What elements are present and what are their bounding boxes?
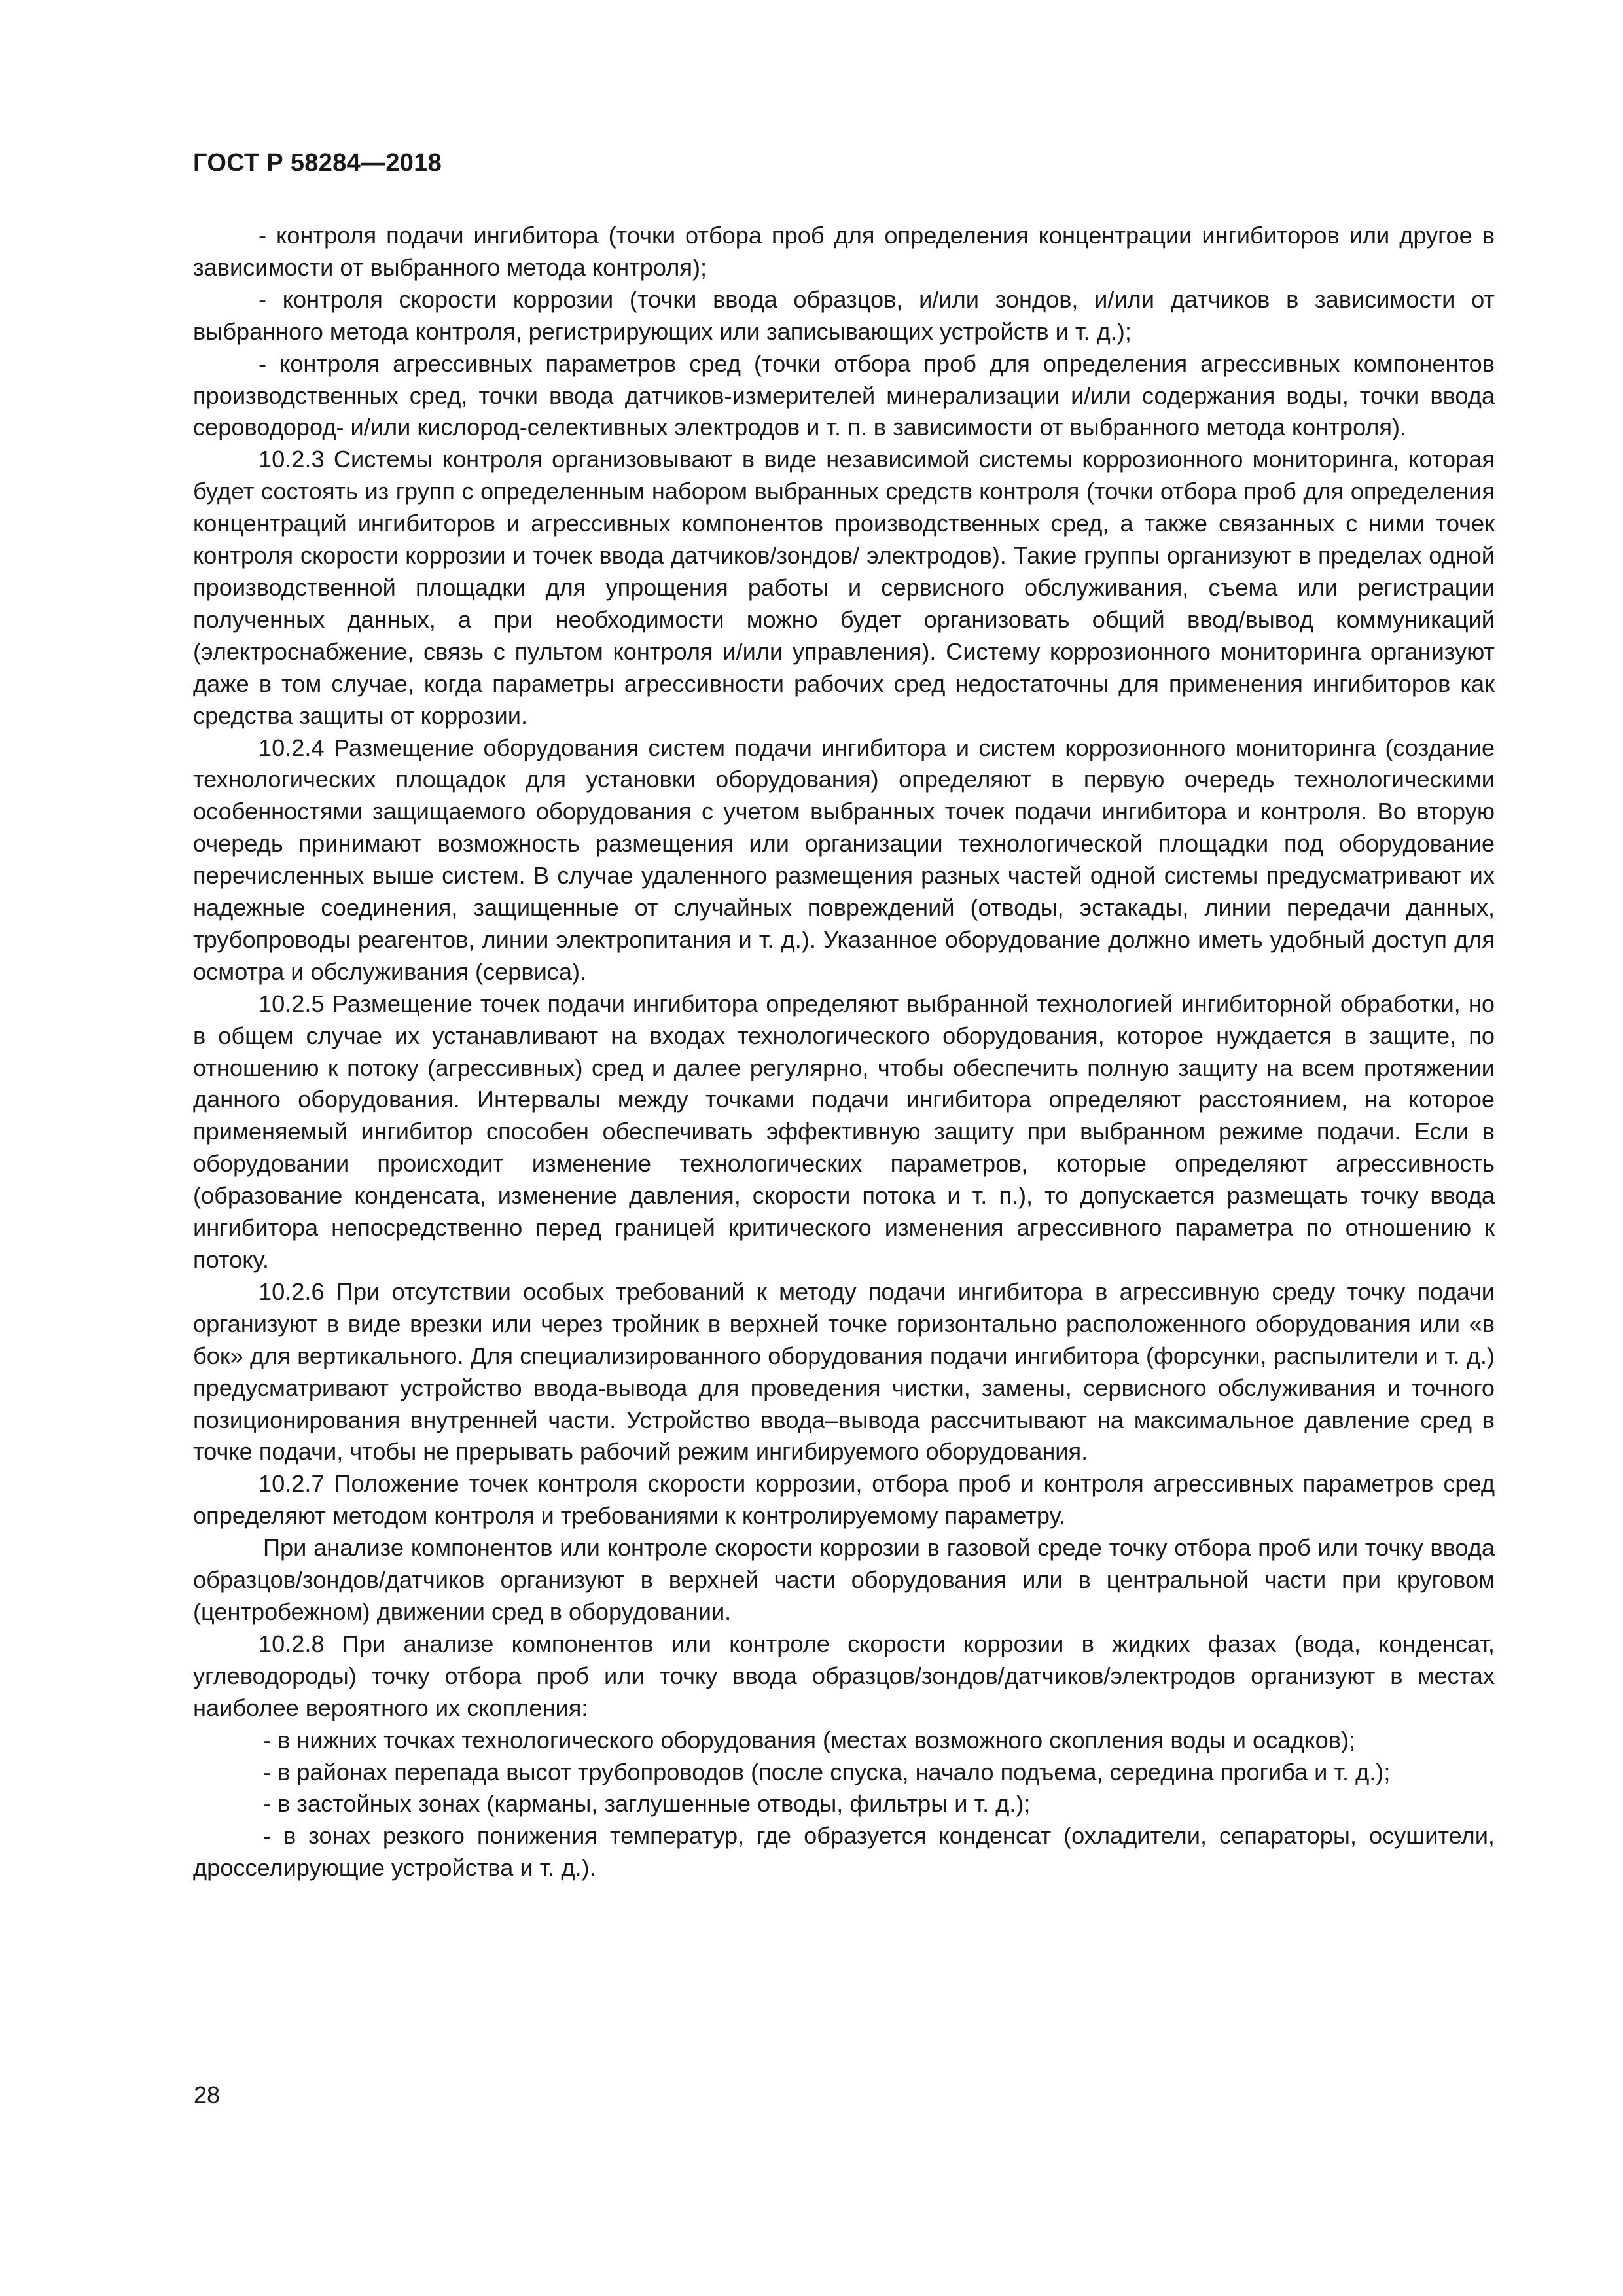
list-item-corrosion-rate-control: - контроля скорости коррозии (точки ввода образцов, и/или зондов, и/или датчиков в зависимости от выбранного метода контроля, регистрирующих или записывающих устройств и т. д.); (193, 285, 1495, 345)
paragraph-gas-analysis: При анализе компонентов или контроле скорости коррозии в газовой среде точку отбора проб или точку ввода образцов/зондов/датчиков организуют в верхней части оборудования или в центральной части при круговом (центробежном) движении сред в оборудовании. (193, 1534, 1495, 1625)
clause-10-2-3: 10.2.3 Системы контроля организовывают в виде независимой системы коррозионного мониторинга, которая будет состоять из групп с определенным набором выбранных средств контроля (точки отбора проб для определения концентраций ингибиторов и агрессивных компонентов производственных сред, а также связанных с ними точек контроля скорости коррозии и точек ввода датчиков/зондов/ электродов). Такие группы организуют в пределах одной производственной площадки для упрощения работы и сервисного обслуживания, съема или регистрации полученных данных, а при необходимости можно будет организовать общий ввод/вывод коммуникаций (электроснабжение, связь с пультом контроля и/или управления). Систему коррозионного мониторинга организуют даже в том случае, когда параметры агрессивности рабочих сред недостаточны для применения ингибиторов как средства защиты от коррозии. (193, 446, 1495, 729)
clause-10-2-6: 10.2.6 При отсутствии особых требований к методу подачи ингибитора в агрессивную среду точку подачи организуют в виде врезки или через тройник в верхней точке горизонтально расположенного оборудования или «в бок» для вертикального. Для специализированного оборудования подачи ингибитора (форсунки, распылители и т. д.) предусматривают устройство ввода-вывода для проведения чистки, замены, сервисного обслуживания и точного позиционирования внутренней части. Устройство ввода–вывода рассчитывают на максимальное давление сред в точке подачи, чтобы не прерывать рабочий режим ингибируемого оборудования. (193, 1278, 1495, 1465)
list-item-elevation-changes: - в районах перепада высот трубопроводов (после спуска, начало подъема, середина прогиба и т. д.); (263, 1758, 1391, 1785)
document-header: ГОСТ Р 58284—2018 (193, 149, 442, 177)
clause-10-2-8: 10.2.8 При анализе компонентов или контроле скорости коррозии в жидких фазах (вода, конденсат, углеводороды) точку отбора проб или точку ввода образцов/зондов/датчиков/электродов организуют в местах наиболее вероятного их скопления: (193, 1630, 1495, 1721)
list-item-lower-points: - в нижних точках технологического оборудования (местах возможного скопления воды и осадков); (263, 1726, 1356, 1753)
clause-10-2-7: 10.2.7 Положение точек контроля скорости коррозии, отбора проб и контроля агрессивных параметров сред определяют методом контроля и требованиями к контролируемому параметру. (193, 1470, 1495, 1530)
clause-10-2-5: 10.2.5 Размещение точек подачи ингибитора определяют выбранной технологией ингибиторной обработки, но в общем случае их устанавливают на входах технологического оборудования, которое нуждается в защите, по отношению к потоку (агрессивных) сред и далее регулярно, чтобы обеспечить полную защиту на всем протяжении данного оборудования. Интервалы между точками подачи ингибитора определяют расстоянием, на которое применяемый ингибитор способен обеспечивать эффективную защиту при выбранном режиме подачи. Если в оборудовании происходит изменение технологических параметров, которые определяют агрессивность (образование конденсата, изменение давления, скорости потока и т. п.), то допускается размещать точку ввода ингибитора непосредственно перед границей критического изменения агрессивного параметра по отношению к потоку. (193, 990, 1495, 1273)
clause-10-2-4: 10.2.4 Размещение оборудования систем подачи ингибитора и систем коррозионного мониторинга (создание технологических площадок для установки оборудования) определяют в первую очередь технологическими особенностями защищаемого оборудования с учетом выбранных точек подачи ингибитора и контроля. Во вторую очередь принимают возможность размещения или организации технологической площадки под оборудование перечисленных выше систем. В случае удаленного размещения разных частей одной системы предусматривают их надежные соединения, защищенные от случайных повреждений (отводы, эстакады, линии передачи данных, трубопроводы реагентов, линии электропитания и т. д.). Указанное оборудование должно иметь удобный доступ для осмотра и обслуживания (сервиса). (193, 734, 1495, 985)
list-item-temperature-drop: - в зонах резкого понижения температур, где образуется конденсат (охладители, сепараторы, осушители, дросселирующие устройства и т. д.). (193, 1822, 1495, 1882)
list-item-stagnant-zones: - в застойных зонах (карманы, заглушенные отводы, фильтры и т. д.); (263, 1790, 1031, 1818)
page-number: 28 (194, 2081, 221, 2108)
list-item-inhibitor-control: - контроля подачи ингибитора (точки отбора проб для определения концентрации ингибиторов или другое в зависимости от выбранного метода контроля); (193, 222, 1495, 281)
list-item-aggressive-parameters: - контроля агрессивных параметров сред (точки отбора проб для определения агрессивных компонентов производственных сред, точки ввода датчиков-измерителей минерализации и/или содержания воды, точки ввода сероводород- и/или кислород-селективных электродов и т. п. в зависимости от выбранного метода контроля). (193, 350, 1495, 441)
document-body (193, 220, 1495, 1884)
